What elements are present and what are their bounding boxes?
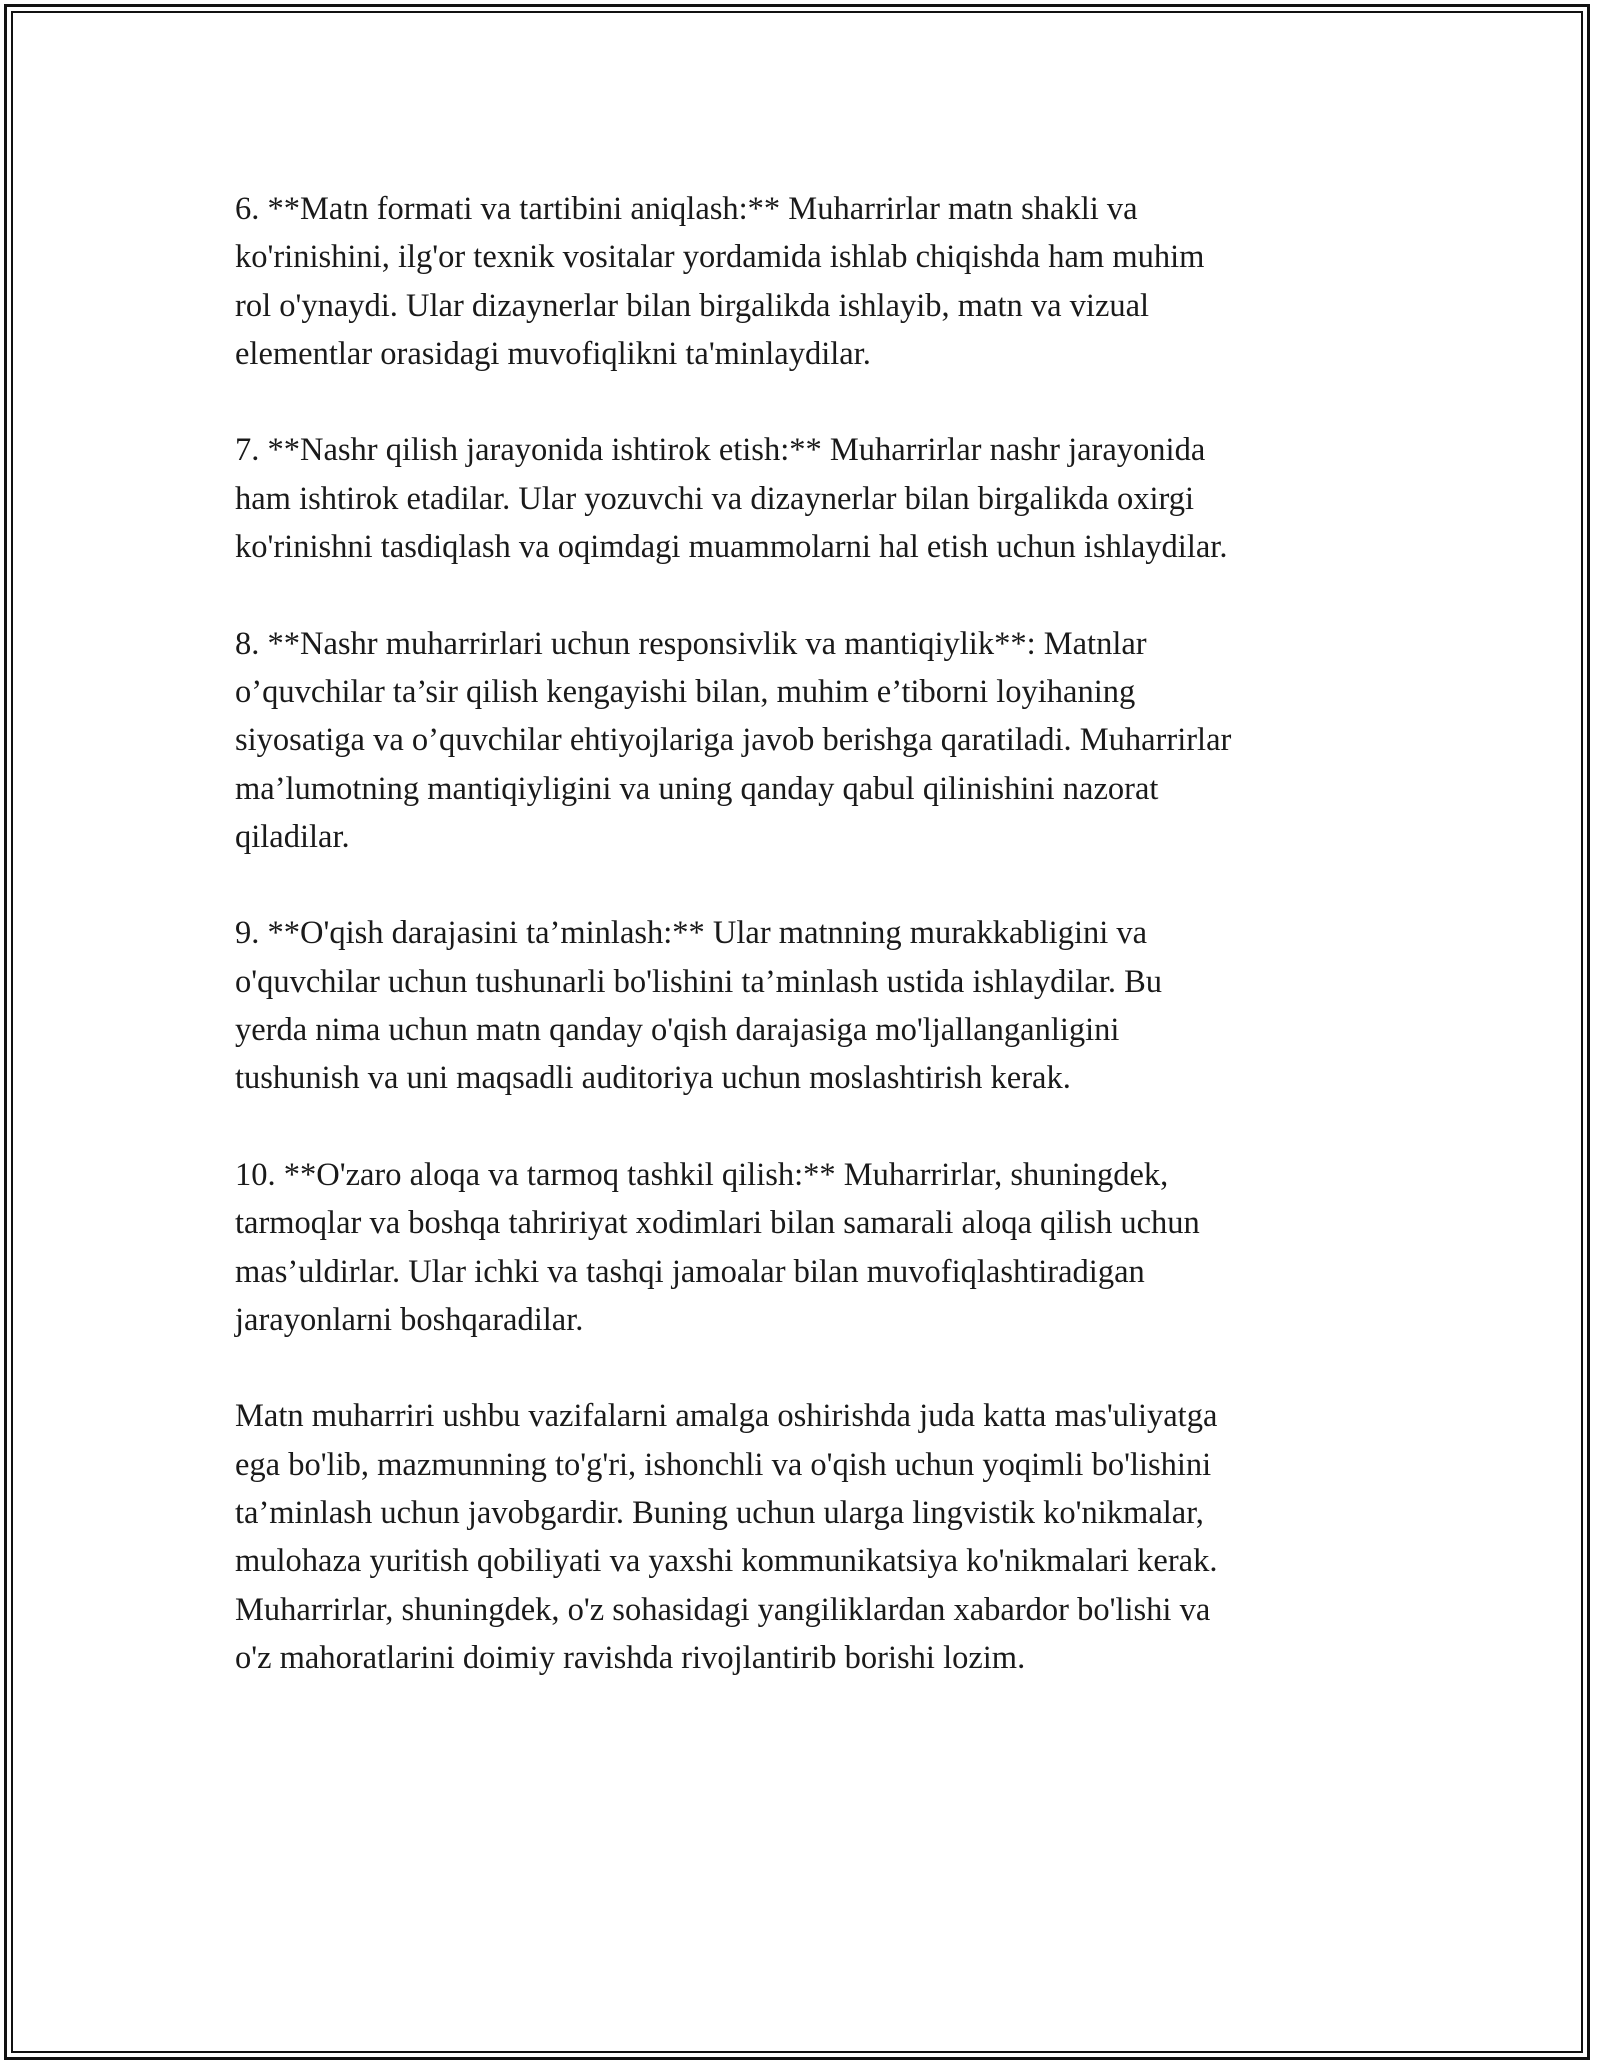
text-line: o'z mahoratlarini doimiy ravishda rivojlantirib borishi lozim.	[235, 1639, 1026, 1676]
text-line: ham ishtirok etadilar. Ular yozuvchi va dizaynerlar bilan birgalikda oxirgi	[235, 480, 1195, 517]
text-line: o'quvchilar uchun tushunarli bo'lishini ta’minlash ustida ishlaydilar. Bu	[235, 963, 1163, 1000]
text-line: yerda nima uchun matn qanday o'qish darajasiga mo'ljallanganligini	[235, 1012, 1120, 1049]
text-line: elementlar orasidagi muvofiqlikni ta'minlaydilar.	[235, 335, 871, 372]
text-line: mas’uldirlar. Ular ichki va tashqi jamoalar bilan muvofiqlashtiradigan	[235, 1253, 1145, 1290]
text-line: o’quvchilar ta’sir qilish kengayishi bilan, muhim e’tiborni loyihaning	[235, 673, 1136, 710]
paragraph-item-9	[235, 909, 1385, 1102]
text-line: ko'rinishni tasdiqlash va oqimdagi muammolarni hal etish uchun ishlaydilar.	[235, 529, 1228, 566]
text-line: tarmoqlar va boshqa tahririyat xodimlari bilan samarali aloqa qilish uchun	[235, 1205, 1200, 1242]
paragraph-conclusion	[235, 1392, 1385, 1682]
text-line: Muharrirlar, shuningdek, o'z sohasidagi yangiliklardan xabardor bo'lishi va	[235, 1591, 1211, 1628]
text-line: 7. **Nashr qilish jarayonida ishtirok etish:** Muharrirlar nashr jarayonida	[235, 432, 1206, 469]
text-line: 9. **O'qish darajasini ta’minlash:** Ular matnning murakkabligini va	[235, 915, 1148, 952]
text-line: ega bo'lib, mazmunning to'g'ri, ishonchli va o'qish uchun yoqimli bo'lishini	[235, 1446, 1212, 1483]
text-line: qiladilar.	[235, 818, 350, 855]
text-line: 8. **Nashr muharrirlari uchun responsivlik va mantiqiylik**: Matnlar	[235, 625, 1147, 662]
text-line: jarayonlarni boshqaradilar.	[235, 1301, 584, 1338]
text-line: Matn muharriri ushbu vazifalarni amalga oshirishda juda katta mas'uliyatga	[235, 1398, 1218, 1435]
text-line: mulohaza yuritish qobiliyati va yaxshi kommunikatsiya ko'nikmalari kerak.	[235, 1543, 1218, 1580]
paragraph-item-6	[235, 185, 1385, 378]
text-line: ta’minlash uchun javobgardir. Buning uchun ularga lingvistik ko'nikmalar,	[235, 1495, 1204, 1532]
text-line: ma’lumotning mantiqiyligini va uning qanday qabul qilinishini nazorat	[235, 770, 1159, 807]
text-line: ko'rinishini, ilg'or texnik vositalar yordamida ishlab chiqishda ham muhim	[235, 239, 1205, 276]
text-line: siyosatiga va o’quvchilar ehtiyojlariga javob berishga qaratiladi. Muharrirlar	[235, 722, 1232, 759]
text-line: rol o'ynaydi. Ular dizaynerlar bilan birgalikda ishlayib, matn va vizual	[235, 287, 1150, 324]
text-line: 6. **Matn formati va tartibini aniqlash:** Muharrirlar matn shakli va	[235, 191, 1138, 227]
text-line: tushunish va uni maqsadli auditoriya uchun moslashtirish kerak.	[235, 1060, 1071, 1097]
paragraph-item-7	[235, 426, 1385, 571]
paragraph-item-10	[235, 1151, 1385, 1344]
text-line: 10. **O'zaro aloqa va tarmoq tashkil qilish:** Muharrirlar, shuningdek,	[235, 1156, 1169, 1193]
paragraph-item-8	[235, 620, 1385, 861]
document-body	[235, 185, 1385, 1731]
